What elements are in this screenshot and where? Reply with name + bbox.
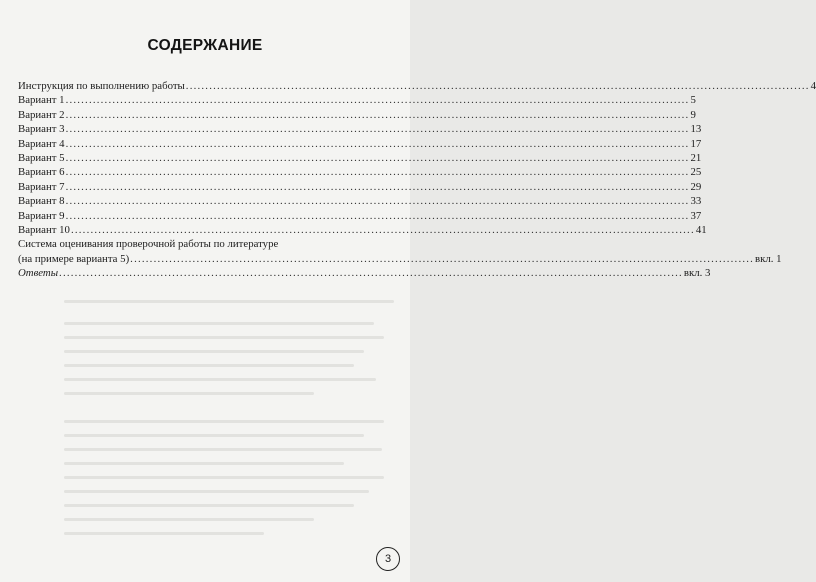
toc-item-label: Вариант 5 [18,151,65,164]
toc-item-label: Вариант 8 [18,195,65,208]
toc-item-page: 21 [690,151,702,164]
bleed-through-line [64,462,344,465]
toc-item-variant-7 [18,180,702,194]
toc-leader-dots [66,165,690,179]
toc-leader-dots [130,252,754,266]
page-number: 3 [384,553,392,565]
toc-item-label: Вариант 10 [18,223,70,236]
toc-item-label: Вариант 4 [18,137,65,150]
toc-item-variant-10 [18,223,707,237]
toc-item-page: 13 [690,123,702,136]
toc-item-label: Инструкция по выполнению работы [18,79,185,92]
bleed-through-line [64,392,314,395]
toc-item-variant-8 [18,194,702,208]
toc-item-label: Ответы [18,267,59,280]
toc-item-variant-9 [18,209,702,223]
toc-item-page: вкл. 3 [683,267,711,280]
toc-item-variant-5 [18,151,702,165]
toc-leader-dots [66,122,690,136]
toc-item-page: вкл. 1 [755,252,782,265]
toc-item-label: Вариант 9 [18,209,65,222]
bleed-through-line [64,378,376,381]
bleed-through-line [64,490,369,493]
bleed-through-line [64,434,364,437]
toc-item-variant-1 [18,93,696,107]
toc-item-page: 29 [690,180,702,193]
toc-item-label: Вариант 1 [18,94,65,107]
toc-item-instructions [18,79,816,93]
toc-item-label: Вариант 7 [18,180,65,193]
toc-item-label: Вариант 3 [18,123,65,136]
toc-item-variant-3 [18,122,702,136]
bleed-through-line [64,350,364,353]
toc-leader-dots [66,194,690,208]
toc-item-page: 33 [690,195,702,208]
toc-item-label: Вариант 2 [18,108,65,121]
toc-item-answers [18,266,711,280]
toc-leader-dots [66,209,690,223]
toc-item-page: 25 [690,166,702,179]
toc-item-label-line-1: Система оценивания проверочной работы по литературе [18,238,279,251]
toc-item-page: 17 [690,137,702,150]
toc-leader-dots [71,223,695,237]
toc-leader-dots [66,151,690,165]
bleed-through-line [64,336,384,339]
toc-item-page: 9 [690,108,696,121]
toc-leader-dots [59,266,683,280]
bleed-through-line [64,322,374,325]
bleed-through-line [64,532,264,535]
toc-item-page: 4 [810,79,816,92]
bleed-through-line [64,504,354,507]
toc-leader-dots [186,79,810,93]
table-of-contents [18,79,816,280]
toc-item-variant-4 [18,137,702,151]
toc-leader-dots [66,137,690,151]
toc-item-variant-6 [18,165,702,179]
toc-item-page: 37 [690,209,702,222]
toc-item-label: Вариант 6 [18,166,65,179]
page-number-badge [376,547,400,571]
bleed-through-line [64,364,354,367]
page-title: СОДЕРЖАНИЕ [147,37,263,54]
toc-item-variant-2 [18,108,696,122]
bleed-through-line [64,300,394,303]
toc-leader-dots [66,93,690,107]
toc-item-page: 5 [690,94,696,107]
bleed-through-line [64,518,314,521]
toc-item-label-line-2: (на примере варианта 5) [18,252,130,265]
toc-leader-dots [66,180,690,194]
toc-item-grading-system [18,237,782,266]
toc-item-page: 41 [695,223,707,236]
bleed-through-line [64,476,384,479]
toc-leader-dots [66,108,690,122]
bleed-through-line [64,420,384,423]
bleed-through-line [64,448,382,451]
